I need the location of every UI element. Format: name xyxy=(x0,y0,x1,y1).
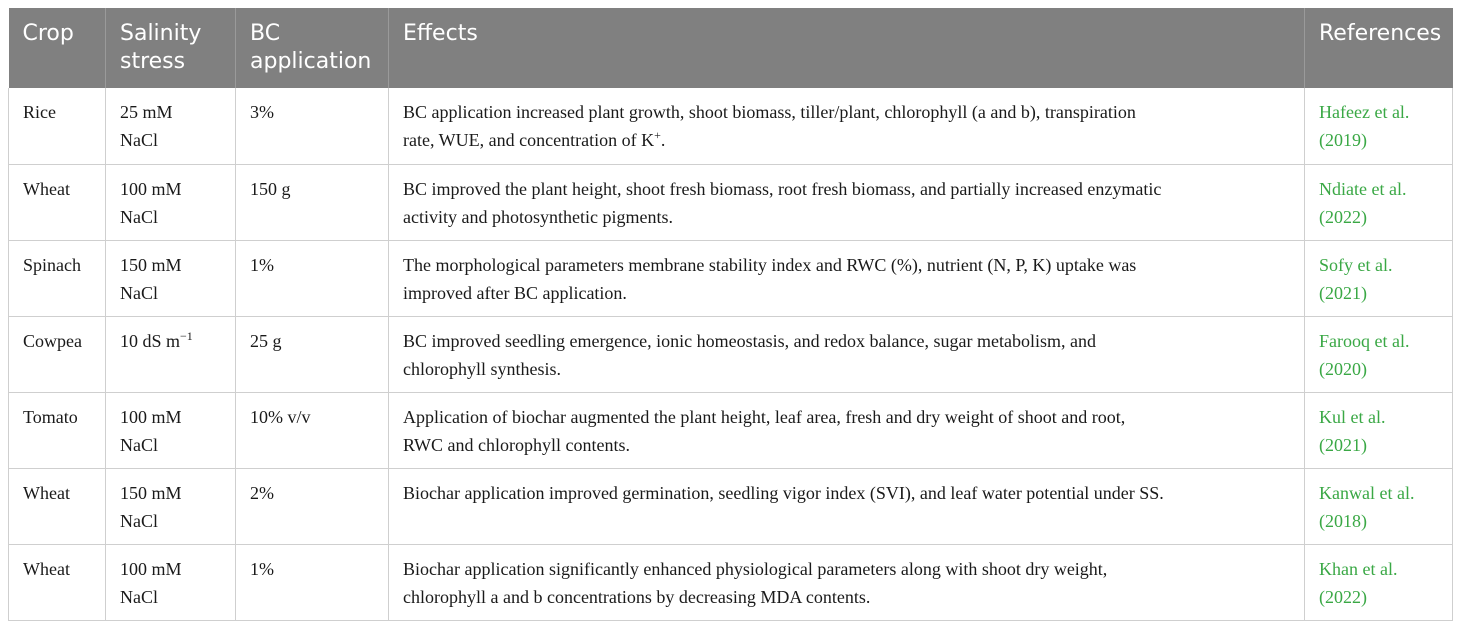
cell-bc-application: 3% xyxy=(236,88,389,164)
cell-crop: Tomato xyxy=(9,392,106,468)
header-references: References xyxy=(1305,8,1453,88)
cell-salinity-stress: 100 mM NaCl xyxy=(106,392,236,468)
cell-salinity-stress: 10 dS $m^{-1}$ xyxy=(106,316,236,392)
cell-salinity-stress: 150 mM NaCl xyxy=(106,468,236,544)
header-effects: Effects xyxy=(389,8,1305,88)
table-row xyxy=(9,240,1453,316)
table-row xyxy=(9,316,1453,392)
reference-link[interactable]: Ndiate et al. (2022) xyxy=(1305,164,1453,240)
cell-effects: Application of biochar augmented the plant height, leaf area, fresh and dry weight of shoot and root, RWC and chlorophyll contents. xyxy=(389,392,1305,468)
cell-crop: Wheat xyxy=(9,164,106,240)
reference-link[interactable]: Farooq et al. (2020) xyxy=(1305,316,1453,392)
data-table-container xyxy=(8,8,1452,621)
cell-crop: Rice xyxy=(9,88,106,164)
cell-crop: Spinach xyxy=(9,240,106,316)
cell-bc-application: 25 g xyxy=(236,316,389,392)
reference-link[interactable]: Hafeez et al. (2019) xyxy=(1305,88,1453,164)
reference-link[interactable]: Sofy et al. (2021) xyxy=(1305,240,1453,316)
cell-salinity-stress: 100 mM NaCl xyxy=(106,164,236,240)
cell-bc-application: 2% xyxy=(236,468,389,544)
cell-bc-application: 1% xyxy=(236,544,389,620)
table-row xyxy=(9,544,1453,620)
biochar-salinity-table xyxy=(8,8,1453,621)
cell-effects: BC application increased plant growth, shoot biomass, tiller/plant, chlorophyll (a and b), transpiration rate, WUE, and concentration of K+. xyxy=(389,88,1305,164)
cell-crop: Wheat xyxy=(9,468,106,544)
cell-effects: The morphological parameters membrane stability index and RWC (%), nutrient (N, P, K) uptake was improved after BC application. xyxy=(389,240,1305,316)
header-crop: Crop xyxy=(9,8,106,88)
cell-crop: Wheat xyxy=(9,544,106,620)
cell-effects: BC improved seedling emergence, ionic homeostasis, and redox balance, sugar metabolism, and chlorophyll synthesis. xyxy=(389,316,1305,392)
cell-crop: Cowpea xyxy=(9,316,106,392)
cell-bc-application: 150 g xyxy=(236,164,389,240)
reference-link[interactable]: Kanwal et al. (2018) xyxy=(1305,468,1453,544)
cell-salinity-stress: 100 mM NaCl xyxy=(106,544,236,620)
cell-salinity-stress: 25 mM NaCl xyxy=(106,88,236,164)
cell-effects: Biochar application significantly enhanced physiological parameters along with shoot dry weight, chlorophyll a and b concentrations by decreasing MDA contents. xyxy=(389,544,1305,620)
header-salinity-stress: Salinity stress xyxy=(106,8,236,88)
reference-link[interactable]: Kul et al. (2021) xyxy=(1305,392,1453,468)
table-row xyxy=(9,164,1453,240)
cell-salinity-stress: 150 mM NaCl xyxy=(106,240,236,316)
table-row xyxy=(9,468,1453,544)
table-row xyxy=(9,392,1453,468)
header-bc-application: BC application xyxy=(236,8,389,88)
cell-bc-application: 1% xyxy=(236,240,389,316)
cell-effects: Biochar application improved germination, seedling vigor index (SVI), and leaf water potential under SS. xyxy=(389,468,1305,544)
table-row xyxy=(9,88,1453,164)
reference-link[interactable]: Khan et al. (2022) xyxy=(1305,544,1453,620)
cell-bc-application: 10% v/v xyxy=(236,392,389,468)
cell-effects: BC improved the plant height, shoot fresh biomass, root fresh biomass, and partially increased enzymatic activity and photosynthetic pigments. xyxy=(389,164,1305,240)
table-header-row xyxy=(9,8,1453,88)
